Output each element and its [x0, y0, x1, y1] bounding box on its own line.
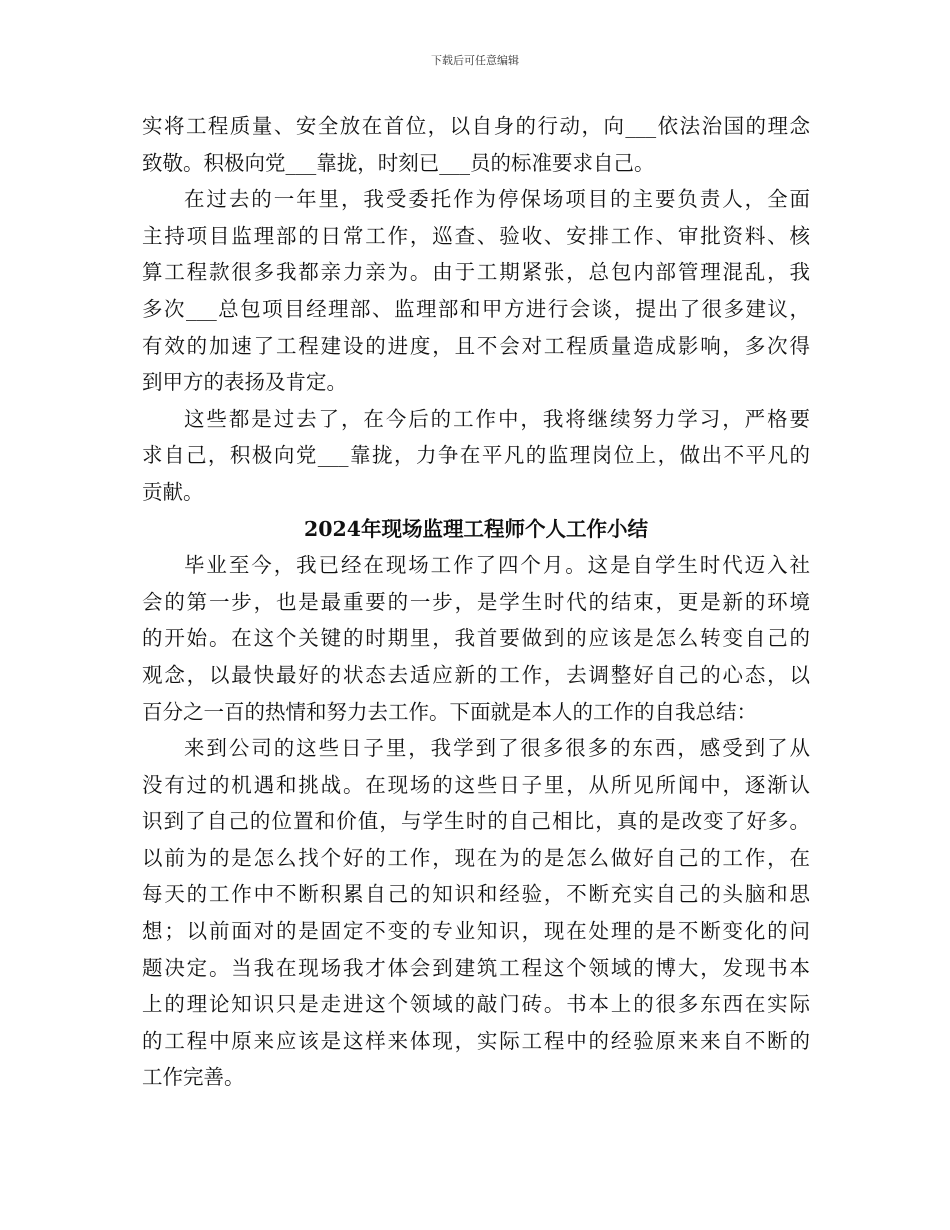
paragraph-line: 多次___总包项目经理部、监理部和甲方进行会谈，提出了很多建议， [142, 296, 810, 321]
paragraph [142, 730, 810, 1096]
paragraph-line: 主持项目监理部的日常工作，巡查、验收、安排工作、审批资料、核 [142, 223, 810, 248]
paragraph [142, 181, 810, 401]
document-body [142, 108, 810, 1096]
paragraph [142, 401, 810, 511]
paragraph [142, 108, 810, 181]
paragraph-line: 的工程中原来应该是这样来体现，实际工程中的经验原来来自不断的 [142, 1028, 810, 1053]
paragraph-line: 识到了自己的位置和价值，与学生时的自己相比，真的是改变了好多。 [142, 809, 810, 834]
page-header: 下载后可任意编辑 [431, 54, 519, 67]
paragraph-line: 致敬。积极向党___靠拢，时刻已___员的标准要求自己。 [142, 150, 655, 175]
paragraph-line: 来到公司的这些日子里，我学到了很多很多的东西，感受到了从 [184, 736, 810, 761]
paragraph-line: 有效的加速了工程建设的进度，且不会对工程质量造成影响，多次得 [142, 333, 810, 358]
paragraph-line: 每天的工作中不断积累自己的知识和经验，不断充实自己的头脑和思 [142, 882, 810, 907]
paragraph-line: 上的理论知识只是走进这个领域的敲门砖。书本上的很多东西在实际 [142, 992, 810, 1017]
paragraph-line: 到甲方的表扬及肯定。 [142, 370, 347, 395]
paragraph-line: 的开始。在这个关键的时期里，我首要做到的应该是怎么转变自己的 [142, 626, 810, 651]
paragraph-line: 以前为的是怎么找个好的工作，现在为的是怎么做好自己的工作，在 [142, 845, 810, 870]
section-title: 2024年现场监理工程师个人工作小结 [303, 516, 649, 541]
paragraph-line: 会的第一步，也是最重要的一步，是学生时代的结束，更是新的环境 [142, 589, 810, 614]
paragraph-line: 算工程款很多我都亲力亲为。由于工期紧张，总包内部管理混乱，我 [142, 260, 810, 285]
paragraph-line: 毕业至今，我已经在现场工作了四个月。这是自学生时代迈入社 [184, 553, 810, 578]
paragraph-line: 百分之一百的热情和努力去工作。下面就是本人的工作的自我总结： [142, 699, 757, 724]
paragraph-line: 实将工程质量、安全放在首位，以自身的行动，向___依法治国的理念 [142, 114, 810, 138]
paragraph [142, 547, 810, 730]
paragraph-line: 求自己，积极向党___靠拢，力争在平凡的监理岗位上，做出不平凡的 [142, 443, 810, 468]
paragraph-line: 这些都是过去了，在今后的工作中，我将继续努力学习，严格要 [184, 406, 810, 431]
paragraph-line: 想；以前面对的是固定不变的专业知识，现在处理的是不断变化的问 [142, 919, 810, 944]
paragraph-line: 在过去的一年里，我受委托作为停保场项目的主要负责人，全面 [184, 187, 810, 212]
paragraph-line: 题决定。当我在现场我才体会到建筑工程这个领域的博大，发现书本 [142, 955, 810, 980]
paragraph-line: 观念，以最快最好的状态去适应新的工作，去调整好自己的心态，以 [142, 662, 810, 687]
paragraph-line: 贡献。 [142, 479, 204, 504]
paragraph-line: 工作完善。 [142, 1065, 245, 1090]
paragraph-line: 没有过的机遇和挑战。在现场的这些日子里，从所见所闻中，逐渐认 [142, 772, 810, 797]
